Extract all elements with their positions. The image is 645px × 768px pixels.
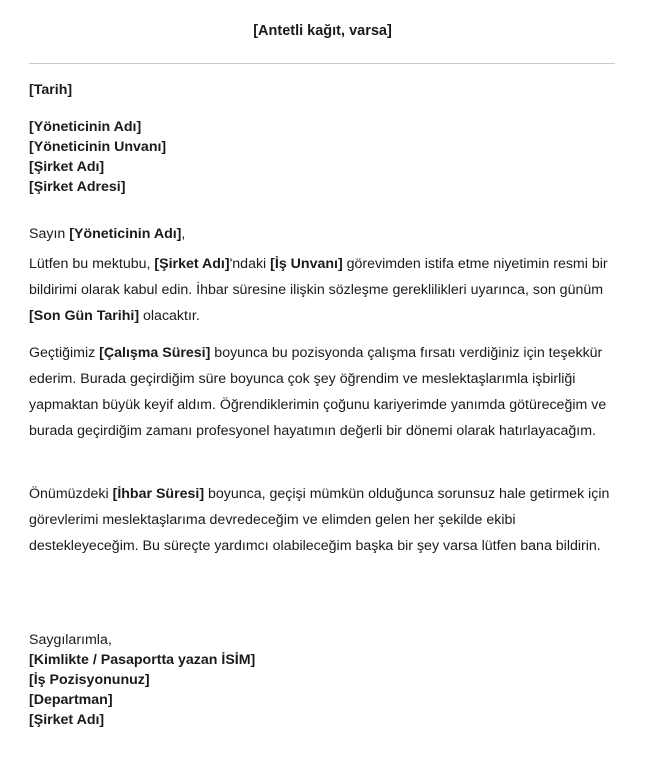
paragraph3-text: Önümüzdeki: [29, 486, 113, 502]
manager-name: [Yöneticinin Adı]: [29, 119, 142, 135]
date-placeholder: [Tarih]: [29, 82, 73, 98]
signer-position: [İş Pozisyonunuz]: [29, 672, 150, 688]
manager-title: [Yöneticinin Unvanı]: [29, 139, 167, 155]
salutation-suffix: ,: [181, 226, 186, 242]
last-day-placeholder: [Son Gün Tarihi]: [29, 308, 140, 324]
paragraph1-text: Lütfen bu mektubu,: [29, 256, 155, 272]
letterhead-placeholder: [Antetli kağıt, varsa]: [253, 23, 392, 39]
work-period-placeholder: [Çalışma Süresi]: [99, 345, 211, 361]
recipient-block: [29, 117, 166, 197]
paragraph2-text: boyunca bu pozisyonda çalışma fırsatı verdiğiniz için teşekkür ederim. Burada geçirdiğim süre boyunca çok şey öğrendim ve meslektaşlarımla işbirliği yapmaktan büyük keyif aldım. Öğrendiklerimin çoğunu kariyerimde yanımda götüreceğim ve burada geçirdiğim zamanı profesyonel hayatımın değerli bir dönemi olarak hatırlayacağım.: [29, 345, 607, 439]
salutation: [29, 226, 185, 242]
paragraph3-text: boyunca, geçişi mümkün olduğunca sorunsuz hale getirmek için görevlerimi meslektaşlarıma devredeceğim ve elimden gelen her şekilde ekibi destekleyeceğim. Bu süreçte yardımcı olabileceğim başka bir şey varsa lütfen bana bildirin.: [29, 486, 610, 554]
salutation-name: [Yöneticinin Adı]: [69, 226, 182, 242]
paragraph1-text: 'ndaki: [229, 256, 271, 272]
job-title-placeholder: [İş Unvanı]: [270, 256, 343, 272]
header-divider: [29, 63, 615, 64]
signer-department: [Departman]: [29, 692, 113, 708]
paragraph-gratitude: [29, 340, 615, 444]
company-address: [Şirket Adresi]: [29, 179, 126, 195]
paragraph2-text: Geçtiğimiz: [29, 345, 100, 361]
closing-regards: Saygılarımla,: [29, 632, 112, 648]
signer-full-name: [Kimlikte / Pasaportta yazan İSİM]: [29, 652, 256, 668]
paragraph1-text: olacaktır.: [139, 308, 200, 324]
salutation-prefix: Sayın: [29, 226, 70, 242]
notice-period-placeholder: [İhbar Süresi]: [112, 486, 205, 502]
signer-company: [Şirket Adı]: [29, 712, 105, 728]
company-placeholder: [Şirket Adı]: [154, 256, 230, 272]
company-name: [Şirket Adı]: [29, 159, 105, 175]
paragraph1-text: görevimden istifa etme niyetimin resmi bir bildirimi olarak kabul edin. İhbar süresine ilişkin sözleşme gereklilikleri uyarınca, son günüm: [29, 256, 608, 298]
paragraph-resignation: [29, 251, 615, 329]
paragraph-transition: [29, 481, 615, 576]
closing-block: [29, 630, 255, 730]
